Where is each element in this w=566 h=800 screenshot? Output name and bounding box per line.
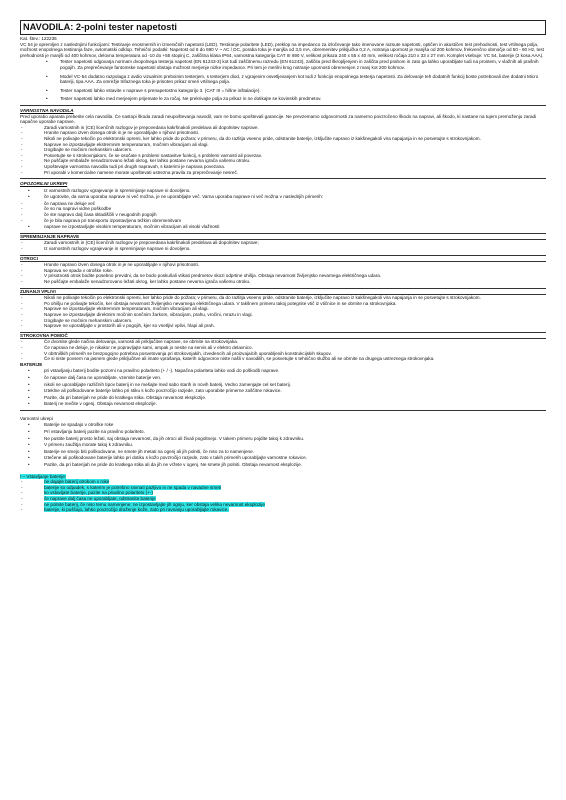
list-item: - Hranite napravo izven dosega otrok in je ne uporabljajte v njihovi prisotnosti. [20,262,546,268]
list-item: - če so na napravi vidne poškodbe [20,206,546,212]
list-item: - Izogibajte se močnim mehanskim udarcem. [20,147,546,153]
list-item: - Naprave ne uporabljajte v prostorih ali v pogojih, kjer so vnetljivi vplivi, hlapi ali prah. [20,323,546,329]
list-item: • Ne pustite baterij prosto ležati, saj obstaja nevarnost, da jih otroci ali živali pogoltnejo. V takem primeru pojdite takoj k zdravniku. [20,436,546,442]
section-heading-spreminjanje: SPREMINJANJE NAPRAVE [20,233,546,241]
expert-help-list [20,339,546,361]
highlighted-item: baterije, ki puščajo, lahko povzročijo draženje kože, zato pri ravnanju uporabljajte rokavice. [44,507,229,513]
list-item: • Izteklne ali poškodovane baterije lahko pri stiku s kožo povzročijo razjede, zato uporabite primerne zaščitne rokavice. [20,388,546,394]
list-item: • naprave ne izpostavljajte visokim temperaturam, močnim vibracijam ali visoki vlažnosti [20,224,546,230]
list-item: • Tester napetosti lahko vstavite v naprave s prenapetostno kategorijo 3. (CAT III = hišne inštalacije). [20,88,546,94]
list-item: - V prisotnosti otrok bodite posebno previdni, da ne bodo poskušali vtikati predmetov skozi odprtine ohišja. Obstaja nevarnost življenjsko nevarnega električnega udara. [20,273,546,279]
battery-insertion-heading: ! – Vstavljanje baterije: [20,473,67,479]
list-item: • Iz varnostnih razlogov vgrajevanje in spreminjanje naprave ni dovoljeno. [20,188,546,194]
section-heading-opozorilni: OPOZORILNI UKREPI [20,178,546,187]
highlighted-item: baterije so odpadek, s katerim je potrebno ravnati pazljivo in ne spada v navadne smeti [44,484,221,490]
list-item: • nikoli ne uporabljajte različnih tipov baterij in ne mešajte med sabo starih in novih baterij. Vedno zamenjajte cel set baterij. [20,382,546,388]
highlighted-item: ne dajajte baterij otrokom v roke [44,479,110,485]
safety-list [20,125,546,175]
list-item: - Izogibajte se močnim mehanskim udarcem. [20,318,546,324]
list-item: • Baterije ne smejo biti poškodovane, ne smete jih metati na ogenj ali jih polniti, če niso za to namenjene. [20,449,546,455]
list-item: - Zaradi varnostnih in (CE) licenčnih razlogov je prepovedana kakršnakoli predelava ali dopolnitev naprave; [20,240,546,246]
list-item: • Baterije ne spadajo v otroške roke [20,422,546,428]
warning-list [20,188,546,200]
list-item: - V obrtniških primerih se brezpogojno potrebna posvetovanja pri strokovnjakih, izvedencih ali proizvajalcih uporabljenih konstrukcijskih skupov. [20,351,546,357]
list-item: • Pri vstavljanju baterij pazite na pravilno polariteto. [20,429,546,435]
section-heading-baterije: BATERIJE [20,361,43,367]
highlighted-item: ko vstavljate baterije, pazite na pravilno polariteto (+-) [44,490,153,496]
list-item: - Nikoli ne polivajte tekočin po elektronski opremi, ker lahko pride do požara; v primeru, da do razlitja vseeno pride, odstranite baterije, izključite napravo iz kakšnegakoli vira napajanja in se posvetujte s strokovnjakom. [20,295,546,301]
list-item: - če je bila naprava pri transportu izpostavljena težkim obremenitvam [20,218,546,224]
list-item: - Naprave ne izpostavljajte ekstremnim temperaturam, močnim vibracijam ali vlagi. [20,142,546,148]
section-heading-varnostni-ukrepi: Varnostni ukrepi [20,415,53,421]
list-item: • Tester napetosti lahko med merjenjem prijemate le za ročaj. Ne prekrivajte polja za prikaz in ne dotikajte se kovinskih predmetov. [20,96,546,102]
list-item: - Naprava ne spada v otroške roke. [20,268,546,274]
list-item: - Ne puščajte embalaže nenadzorovano ležati okrog, ker lahko postane nevarna igrača vašemu otroku. [20,279,546,285]
highlighted-item: ne polnite baterij, če niso temu namenjene; ne izpostavljajte jih ognju, ker obstaja velika nevarnost eksplozije [44,501,265,507]
safety-intro: Pred uporabo aparata preberite cela navodila. Če nastopi škoda zaradi neupoštevanja navodil, vam ne bomo upoštevali garancije. Ne prevzemamo odgovornosti za namerno povzročeno škodo na napravi, ali škodo, ki nastane na tujem premoženju zaradi napačne uporabe naprave. [20,113,537,125]
list-item: - Pri uporabi v komercialne namene morate upoštevati ustrezna pravila za preprečevanje nesreč. [20,170,546,176]
page-title: NAVODILA: 2-polni tester napetosti [23,22,177,32]
list-item: - Upoštevajte varnostna navodila tudi pri drugih napravah, s katerimi je naprava povezana. [20,164,546,170]
list-item: - Nikoli ne polivajte tekočin po elektronski opremi, ker lahko pride do požara; v primeru, da do razlitja vseeno pride, odstranite baterije, izključite napravo iz kakšnegakoli vira napajanja in se posvetujte s strokovnjakom. [20,136,546,142]
external-influences-list [20,295,546,329]
list-item: - Posvetujte se s strokovnjakom, če se osočate s problemi nastavitve funkcij, s problemi varnosti ali povezav. [20,153,546,159]
list-item: - Če dvomite glede načina delovanja, varnosti ali priključitve naprave, se obrnite na strokovnjaka. [20,339,546,345]
list-item: • pri vstavljanju baterij bodite pozorni na pravilno polariteto (+ / -). Napačna polariteta lahko vodi do poškodb naprave. [20,368,546,374]
title-box [20,20,546,35]
catalog-number: Kat. štev.: 122235 [20,36,57,42]
list-item: - Če si niste povsem na jasnem glede priključitve ali imate vprašanja, katerih odgovorov niste našli v navodilih, se posvetujte s tehnično službo ali se obrnite na drugega ustreznega strokovnjaka. [20,356,546,362]
intro-bullet-list [20,59,546,102]
list-item: • Model VC-54 dodatno razpolaga z avdio vizualnim preboinim testerjem, s testerjem diod, z vgrajenim osvetljevanjem kot tudi z funkcijo enopolnega testerja napetosti. Za delovanje teh dodatnih funkcij boste potrebovali dve dodatni Micro bateriji, tipa AAA. Za omrežje trifaznega toka je prisoten prikaz smeri vrtilnega polja. [20,74,546,85]
list-item: - Po ohišju ne polivajte tekočin, ker obstaja nevarnost življenjsko nevarnega električnega udara. V takšnem primeru takoj potegnite vtič iz vtičnice in se obrnite na strokovnjaka. [20,301,546,307]
list-item: • Tester napetosti odgovarja normam dvopolnega testerja napetost (EN 61243-3) kot tudi zaščitnemu razredu (EN 61243), zaščita pred škropljenjem in zaščita pred prahom in zato ga lahko uporabljate tudi na prostem, v vlažnih ali prašnih pogojih. Za preprečevanje fantomske napetosti obstaja možnost merjenje nizke impedance. Pri tem je merilni krog notranje upornosti obremenjen z manj kot 200 kohmov. [20,59,546,70]
list-item: - Ne puščajte embalaže nenadzorovano ležati okrog, ker lahko postane nevarna igrača vašemu otroku. [20,158,546,164]
modification-list [20,240,546,251]
section-heading-varnostna: VARNOSTNA NAVODILA [20,105,546,114]
safety-measures-list [20,422,546,467]
battery-insertion-box [20,474,546,513]
list-item: - Naprave ne izpostavljajte ekstremnim temperaturam, močnim vibracijam ali vlagi. [20,306,546,312]
list-item: - Če naprava ne deluje, je nikakor ne popravljajte sami, ampak jo nesite na servis ali v elektro delavnico. [20,345,546,351]
section-heading-zunanji: ZUNANJI VPLIVI [20,288,546,296]
list-item: - Naprave ne izpostavljajte direktnim močnim sončnim žarkom, vibracijam, prahu, vročini, mrazu in vlagi. [20,312,546,318]
warning-list-end [20,224,546,230]
list-item: • če ugotovite, da varna uporaba naprave ni več možna, je ne uporabljajte več. Varna uporaba naprave ni več možna v naslednjih primerih: [20,194,546,200]
product-description: VC 54 je opremljen z naslednjimi funkcijami: Testiranje enosmernih in izmeničnih napetosti (LED). Testiranje polaritete (LED), preklop na impedanco za izločevanje tako imenovane razsute napetosti, optičen in akustičen test prehodnosti, test vrtilnega polja, možnost enopolnega testiranja faze, avtomatski odklop. Tehnični podatki: Napetost od 6 do 690 V ~ AC / DC, poraba toka je manjša od 3,5 mA, obremenitev priključka 0,2 A, notranja upornost je manjša od 200 kohmov, frekvenčno območje od 50 - 60 Hz, test prehodnosti je manjši od 400 kohmov, delovna temperatura od -10 do +55 stopinj C, zaščitna klasa IP64, varnostna kategorija CAT III 690 V, velikost prikaza 240 x 55 x 40 mm, velikost ročaja 210 x 33 x 27 mm. Komplet vsebuje: VC 54, baterije (2 kosa AAA). [20,41,544,58]
list-item: - Iz varnostnih razlogov vgrajevanje in spreminjanje naprave ni dovoljeno. [20,246,546,252]
children-list [20,262,546,284]
list-item: • Baterij ne mečite v ogenj. Obstaja nevarnost eksplozije. [20,401,546,407]
list-item: • Pazite, da pri baterijah ne pride do kratkega stika ali da jih ne vržete v ogenj. Ne smete jih polniti. Obstaja nevarnost eksplozije. [20,462,546,468]
highlighted-item: če naprave dalj časa ne uporabljate, odstranite baterije [44,496,156,501]
list-item: • Iztečene ali poškodovane baterije lahko pri dotiku s kožo povzročijo razjede, zato v takih primerih uporabljajte varnostne rokavice. [20,455,546,461]
warning-dash-list [20,201,546,223]
section-heading-otroci: OTROCI [20,255,546,263]
section-heading-strokovna: STROKOVNA POMOČ [20,332,546,340]
list-item: • V primeru zaužitja morate takoj k zdravniku. [20,442,546,448]
battery-list [20,368,546,407]
list-item: - Hranite napravo izven dosega otrok in je ne uporabljajte v njihovi prisotnosti. [20,130,546,136]
list-item: - Zaradi varnostnih in (CE) licenčnih razlogov je prepovedana kakršnakoli predelava ali dopolnitev naprave. [20,125,546,131]
list-item: - če ste napravo dalj časa skladiščili v neugodnih pogojih [20,212,546,218]
list-item: • če naprave dalj časa ne uporabljate, vzemite baterije ven. [20,375,546,381]
list-item: • Pazite, da pri baterijah ne pride do kratkega stika. Obstaja nevarnost eksplozije. [20,395,546,401]
list-item: - če naprava ne deluje več [20,201,546,207]
